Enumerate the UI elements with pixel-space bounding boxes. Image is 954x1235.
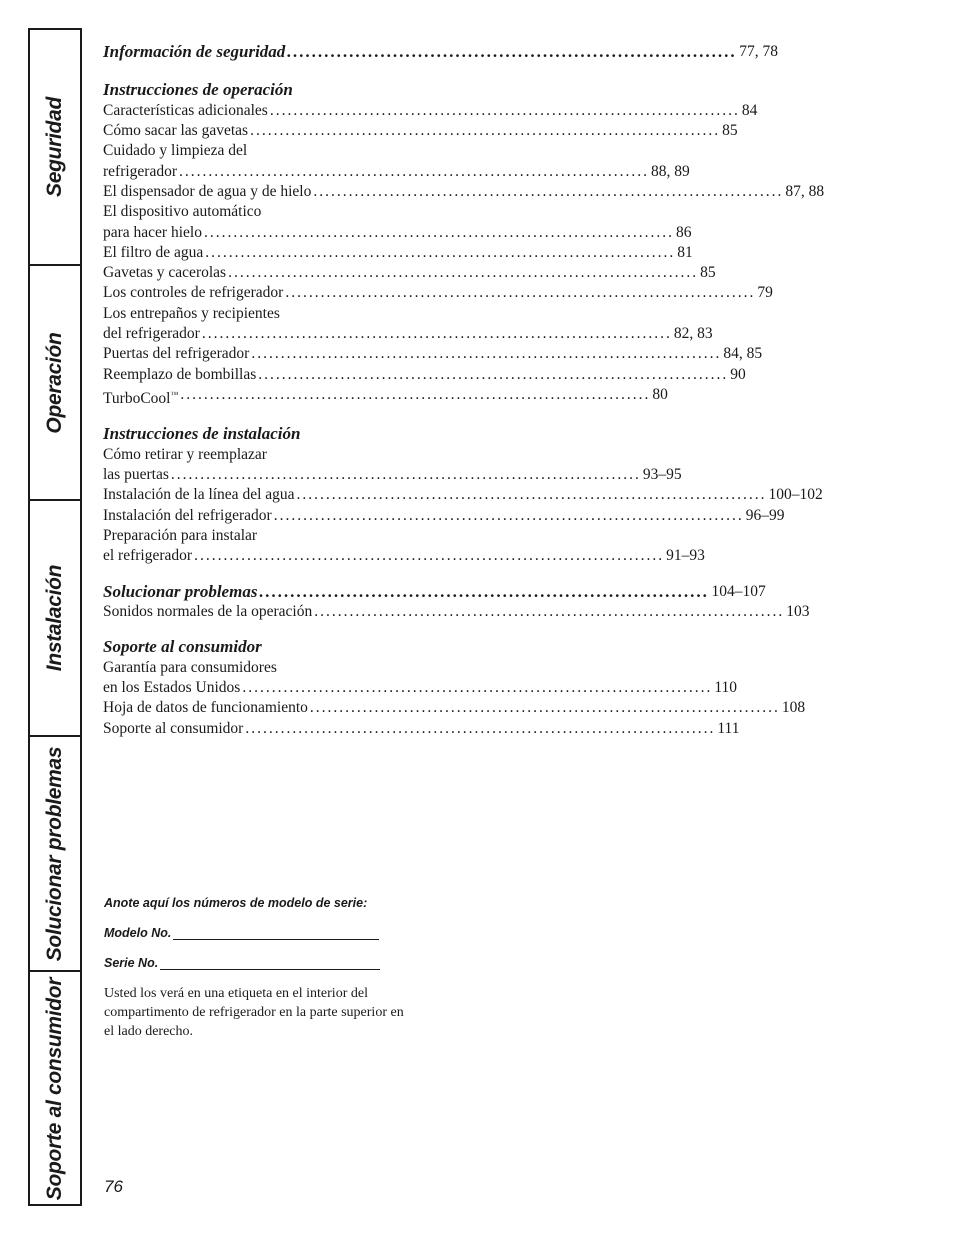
toc-entry-label: Puertas del refrigerador bbox=[103, 345, 250, 363]
toc-page-ref: 108 bbox=[781, 699, 806, 717]
toc-section-installation bbox=[103, 424, 823, 566]
tab-operacion[interactable] bbox=[30, 264, 80, 499]
toc-entry[interactable] bbox=[103, 365, 746, 385]
toc-entry-label: Los entrepaños y recipientes bbox=[103, 304, 280, 322]
trademark-symbol: ™ bbox=[170, 389, 179, 399]
dot-leader: ........................................................................ bbox=[287, 42, 738, 61]
toc-entry-label: El dispositivo automático bbox=[103, 203, 262, 221]
toc-entry-label: Los controles de refrigerador bbox=[103, 284, 284, 302]
dot-leader: ................................................................................ bbox=[179, 162, 650, 180]
toc-entry-continued bbox=[103, 304, 403, 324]
dot-leader: ................................................................................ bbox=[242, 679, 713, 697]
toc-section-support bbox=[103, 637, 806, 739]
toc-entry[interactable] bbox=[103, 223, 692, 243]
toc-entry[interactable] bbox=[103, 719, 740, 739]
dot-leader: ................................................................................ bbox=[245, 719, 716, 737]
toc-heading: Instrucciones de operación bbox=[103, 80, 293, 100]
dot-leader: ........................................................................ bbox=[259, 581, 710, 601]
tab-soporte-al-consumidor[interactable] bbox=[30, 970, 80, 1206]
toc-entry[interactable] bbox=[103, 678, 738, 698]
dot-leader: ................................................................................ bbox=[313, 183, 784, 200]
tab-instalacion[interactable] bbox=[30, 499, 80, 735]
toc-page-ref: 91–93 bbox=[666, 547, 705, 565]
toc-heading: Solucionar problemas bbox=[103, 581, 258, 601]
dot-leader: ................................................................................ bbox=[180, 385, 651, 403]
toc-entry-continued bbox=[103, 658, 403, 678]
toc-page-ref: 86 bbox=[675, 223, 692, 241]
dot-leader: ................................................................................ bbox=[228, 264, 699, 282]
dot-leader: ................................................................................ bbox=[296, 486, 767, 504]
tab-label: Instalación bbox=[43, 564, 66, 672]
toc-page-ref: 77, 78 bbox=[739, 43, 779, 60]
toc-entry-continued bbox=[103, 141, 403, 161]
toc-section-safety bbox=[103, 42, 779, 62]
toc-section-troubleshooting bbox=[103, 581, 810, 623]
toc-heading-link[interactable] bbox=[103, 581, 766, 602]
toc-entry[interactable] bbox=[103, 506, 785, 526]
tab-label: Solucionar problemas bbox=[43, 746, 66, 961]
serial-number-label: Serie No. bbox=[104, 956, 159, 970]
dot-leader: ................................................................................ bbox=[251, 345, 722, 363]
dot-leader: ................................................................................ bbox=[285, 284, 756, 302]
toc-entry[interactable] bbox=[103, 546, 705, 566]
toc-entry[interactable] bbox=[103, 698, 806, 718]
toc-entry-continued bbox=[103, 202, 403, 222]
dot-leader: ................................................................................ bbox=[203, 223, 674, 241]
toc-entry-list bbox=[103, 602, 810, 622]
dot-leader: ................................................................................ bbox=[273, 506, 744, 524]
dot-leader: ................................................................................ bbox=[194, 547, 665, 565]
dot-leader: ................................................................................ bbox=[170, 466, 641, 484]
toc-entry-label: Reemplazo de bombillas bbox=[103, 365, 257, 383]
tab-solucionar-problemas[interactable] bbox=[30, 735, 80, 970]
toc-page-ref: 90 bbox=[730, 365, 746, 383]
toc-entry[interactable] bbox=[103, 101, 758, 121]
model-serial-record bbox=[104, 896, 414, 986]
toc-entry[interactable] bbox=[103, 283, 773, 303]
serial-number-field[interactable] bbox=[160, 957, 380, 970]
dot-leader: ................................................................................ bbox=[250, 122, 721, 140]
toc-entry-label: Preparación para instalar bbox=[103, 527, 258, 545]
toc-entry[interactable] bbox=[103, 263, 716, 283]
toc-entry-label: para hacer hielo bbox=[103, 223, 202, 241]
toc-entry-label: Cómo sacar las gavetas bbox=[103, 122, 249, 140]
toc-entry-list bbox=[103, 658, 806, 739]
toc-entry-label: El dispensador de agua y de hielo bbox=[103, 183, 312, 200]
model-number-label: Modelo No. bbox=[104, 926, 172, 940]
tab-label: Operación bbox=[43, 331, 66, 434]
toc-entry-label: las puertas bbox=[103, 466, 169, 484]
toc-page-ref: 82, 83 bbox=[673, 325, 713, 343]
toc-page-ref: 85 bbox=[700, 264, 716, 282]
toc-entry[interactable] bbox=[103, 485, 823, 505]
toc-entry-label: en los Estados Unidos bbox=[103, 679, 241, 697]
dot-leader: ................................................................................ bbox=[205, 243, 676, 261]
toc-entry[interactable] bbox=[103, 324, 713, 344]
toc-entry[interactable] bbox=[103, 162, 690, 182]
toc-heading: Información de seguridad bbox=[103, 42, 286, 61]
toc-entry-label: Instalación de la línea del agua bbox=[103, 486, 295, 504]
tab-label: Soporte al consumidor bbox=[43, 977, 66, 1201]
toc-page-ref: 110 bbox=[714, 679, 738, 697]
dot-leader: ................................................................................ bbox=[201, 325, 672, 343]
toc-page-ref: 100–102 bbox=[768, 486, 823, 504]
toc-entry-continued bbox=[103, 445, 403, 465]
toc-page-ref: 80 bbox=[652, 385, 668, 403]
side-tab-column bbox=[28, 28, 82, 1206]
toc-entry-label: El filtro de agua bbox=[103, 243, 204, 261]
toc-entry[interactable] bbox=[103, 121, 738, 141]
toc-section-operation bbox=[103, 80, 825, 409]
model-number-line bbox=[104, 926, 414, 940]
tab-seguridad[interactable] bbox=[30, 28, 80, 264]
dot-leader: ................................................................................ bbox=[258, 365, 729, 383]
toc-entry[interactable] bbox=[103, 602, 810, 622]
toc-page-ref: 84 bbox=[741, 101, 758, 119]
toc-entry-label: Garantía para consumidores bbox=[103, 658, 277, 676]
toc-entry-label: TurboCool™ bbox=[103, 389, 179, 408]
toc-entry-label: Sonidos normales de la operación bbox=[103, 603, 313, 621]
dot-leader: ................................................................................ bbox=[314, 603, 785, 621]
toc-entry[interactable] bbox=[103, 385, 668, 409]
toc-page-ref: 104–107 bbox=[711, 582, 766, 600]
toc-entry[interactable] bbox=[103, 465, 682, 485]
toc-page-ref: 103 bbox=[786, 603, 810, 621]
table-of-contents bbox=[103, 42, 825, 754]
toc-page-ref: 88, 89 bbox=[651, 162, 690, 180]
page-number: 76 bbox=[104, 1177, 123, 1196]
toc-entry-continued bbox=[103, 526, 403, 546]
toc-entry[interactable] bbox=[103, 344, 763, 364]
toc-page-ref: 87, 88 bbox=[785, 183, 825, 200]
toc-heading-link[interactable] bbox=[103, 42, 779, 62]
toc-page-ref: 85 bbox=[722, 122, 738, 140]
toc-page-ref: 81 bbox=[677, 243, 693, 261]
toc-heading: Instrucciones de instalación bbox=[103, 424, 301, 444]
toc-page-ref: 93–95 bbox=[642, 466, 682, 484]
record-heading: Anote aquí los números de modelo de serie: bbox=[104, 896, 368, 910]
toc-entry-label: Cómo retirar y reemplazar bbox=[103, 445, 267, 463]
toc-entry-label: Características adicionales bbox=[103, 101, 268, 119]
toc-entry-list bbox=[103, 101, 825, 410]
toc-entry-list bbox=[103, 445, 823, 567]
toc-entry-label: Gavetas y cacerolas bbox=[103, 264, 227, 282]
toc-entry-label: Instalación del refrigerador bbox=[103, 506, 272, 524]
toc-page-ref: 79 bbox=[757, 284, 773, 302]
toc-entry-label: refrigerador bbox=[103, 162, 178, 180]
dot-leader: ................................................................................ bbox=[269, 101, 740, 119]
toc-page-ref: 96–99 bbox=[745, 506, 785, 524]
toc-entry-label: Cuidado y limpieza del bbox=[103, 142, 248, 160]
toc-page-ref: 111 bbox=[717, 719, 740, 737]
model-number-field[interactable] bbox=[173, 927, 379, 940]
toc-entry-label: Hoja de datos de funcionamiento bbox=[103, 699, 308, 717]
toc-entry-label: el refrigerador bbox=[103, 547, 193, 565]
toc-entry-label: del refrigerador bbox=[103, 325, 200, 343]
serial-number-line bbox=[104, 956, 414, 970]
toc-page-ref: 84, 85 bbox=[723, 345, 763, 363]
tab-label: Seguridad bbox=[43, 97, 66, 197]
record-note: Usted los verá en una etiqueta en el interior del compartimento de refrigerador en la parte superior en el lado derecho. bbox=[104, 986, 404, 1039]
toc-entry[interactable] bbox=[103, 182, 825, 202]
dot-leader: ................................................................................ bbox=[309, 699, 780, 717]
toc-heading: Soporte al consumidor bbox=[103, 637, 262, 657]
toc-entry[interactable] bbox=[103, 243, 693, 263]
toc-entry-label: Soporte al consumidor bbox=[103, 719, 244, 737]
